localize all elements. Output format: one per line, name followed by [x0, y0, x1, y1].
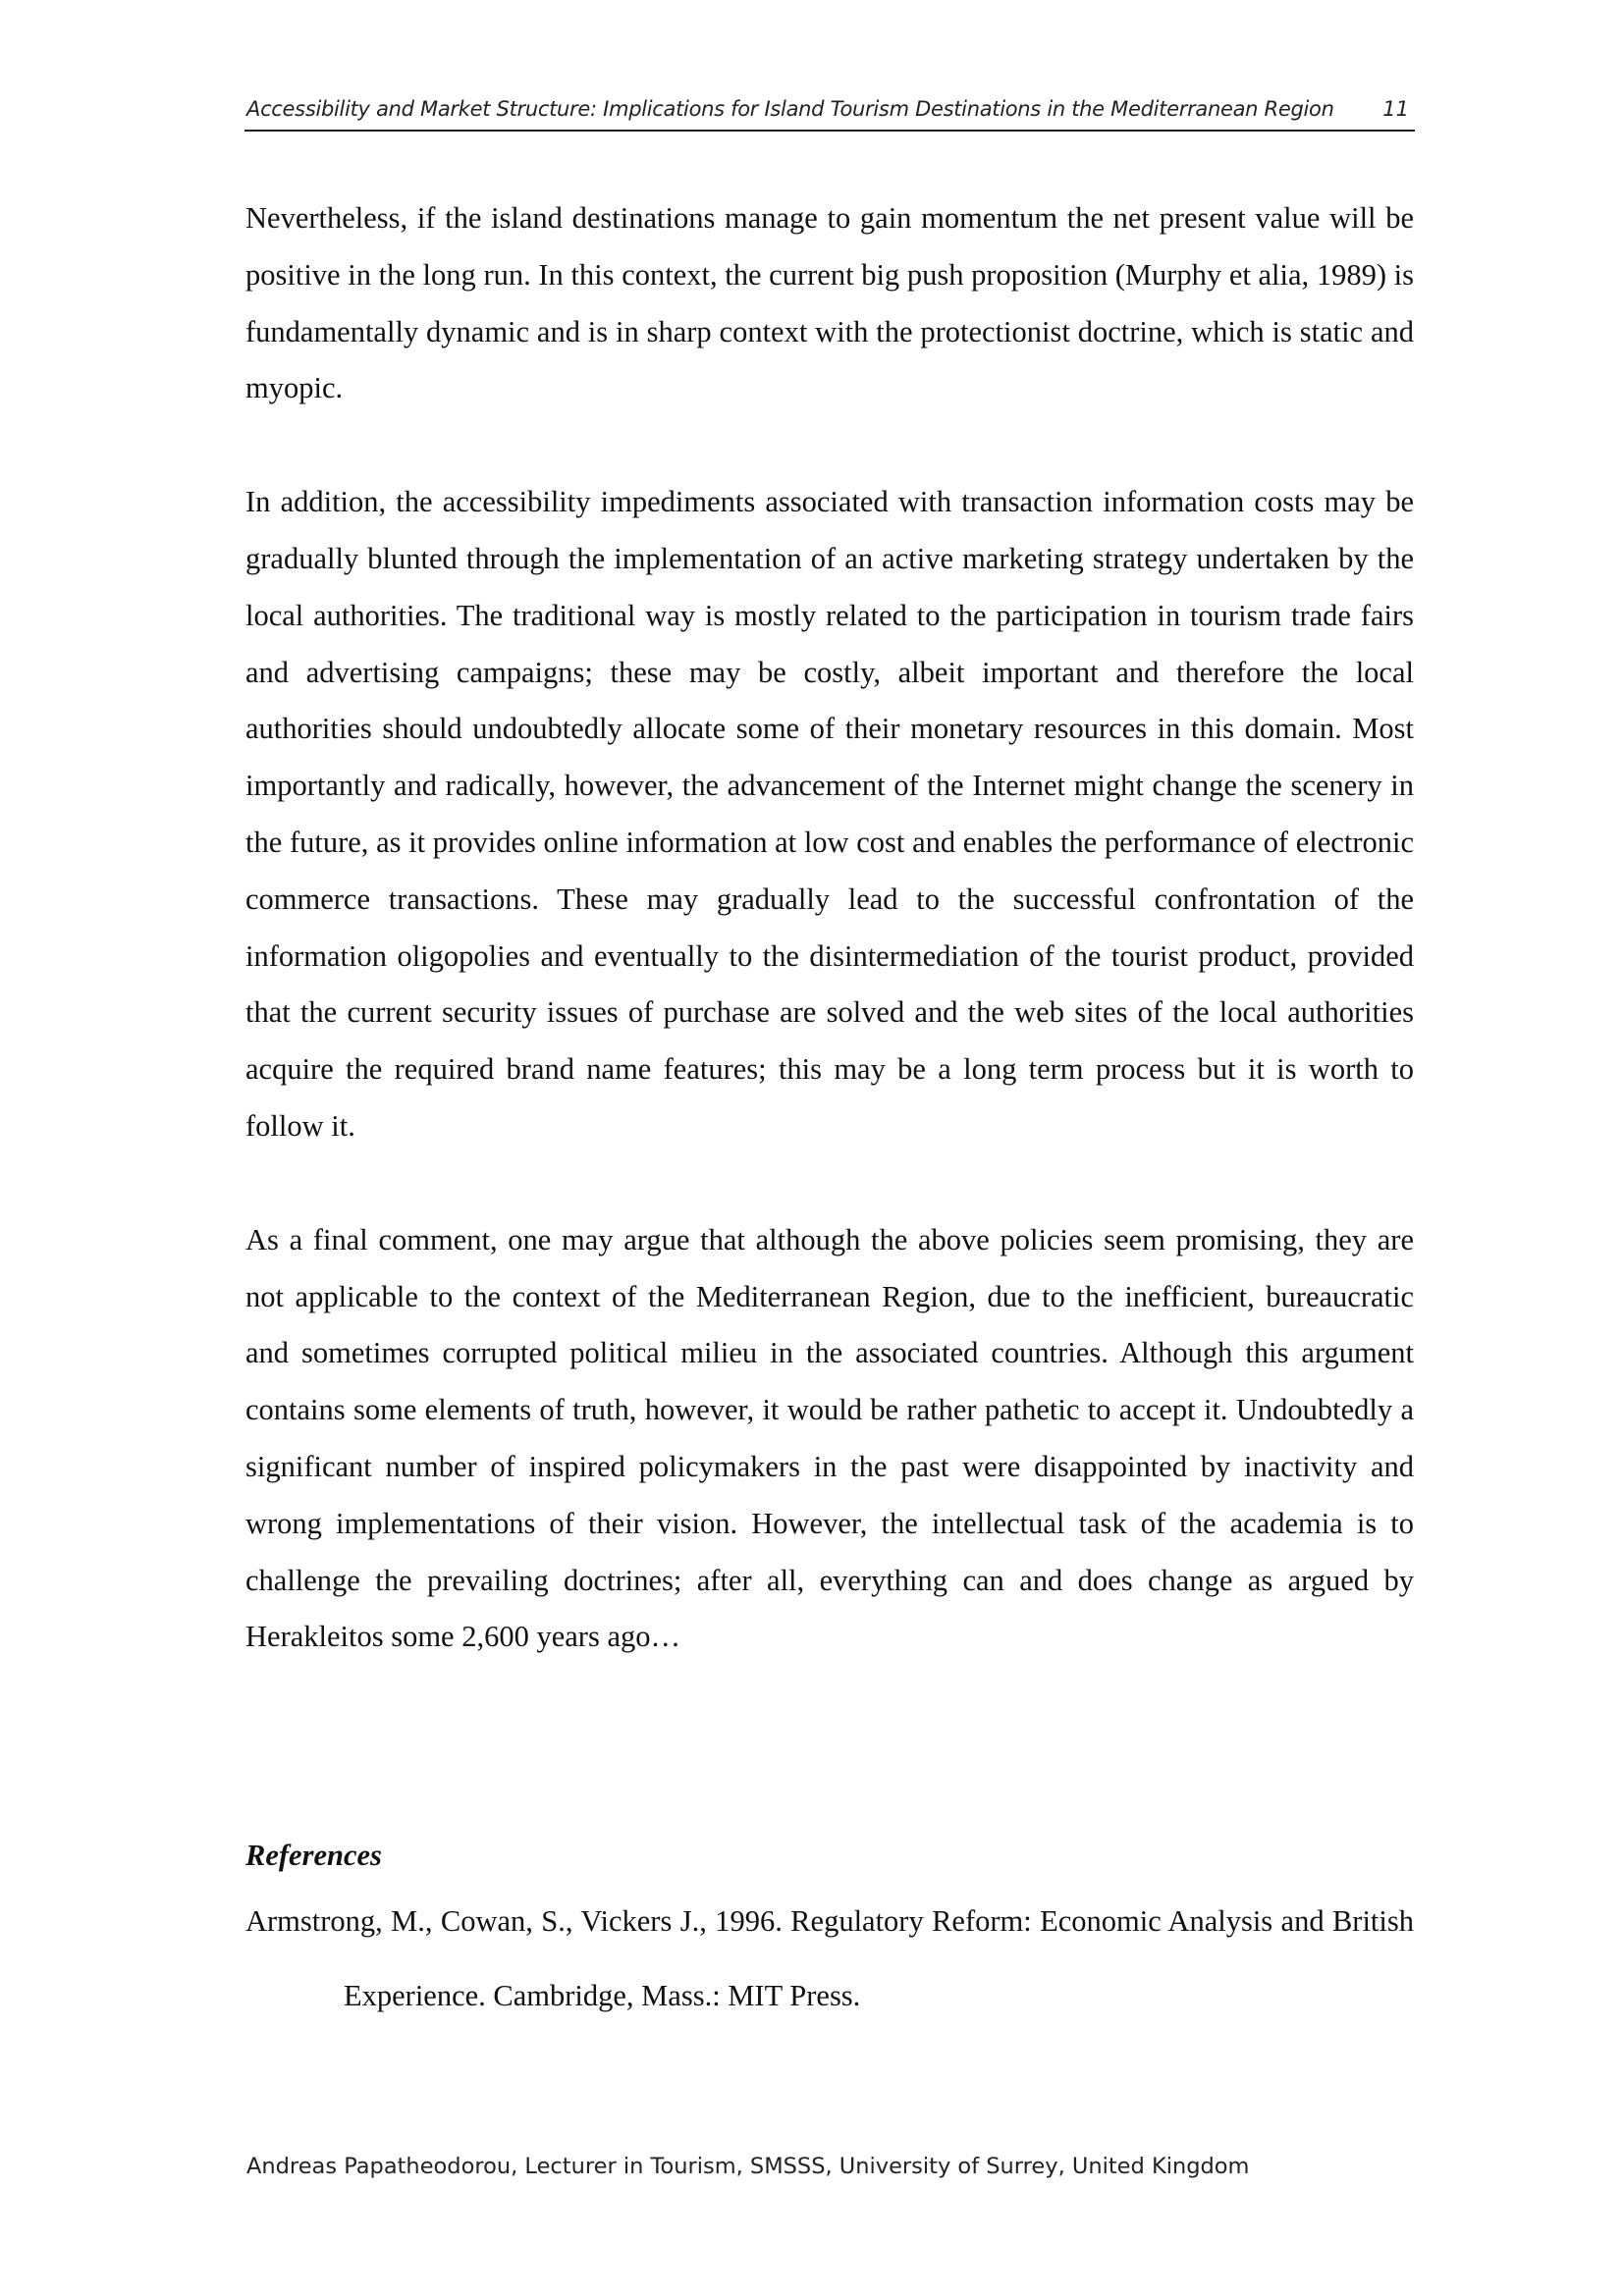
- running-header: [244, 94, 1415, 132]
- references-section: [245, 1828, 1414, 2033]
- page-number: 11: [1382, 97, 1409, 121]
- reference-entry: Armstrong, M., Cowan, S., Vickers J., 1996. Regulatory Reform: Economic Analysis and British Experience. Cambridge, Mass.: MIT Press.: [245, 1904, 1414, 2012]
- page-footer: Andreas Papatheodorou, Lecturer in Tourism, SMSSS, University of Surrey, United Kingdom: [246, 2154, 1250, 2179]
- running-header-title: Accessibility and Market Structure: Implications for Island Tourism Destinations in the Mediterranean Region: [246, 97, 1334, 121]
- paragraph: As a final comment, one may argue that although the above policies seem promising, they are not applicable to the context of the Mediterranean Region, due to the inefficient, bureaucratic and sometimes corrupted political milieu in the associated countries. Although this argument contains some elements of truth, however, it would be rather pathetic to accept it. Undoubtedly a significant number of inspired policymakers in the past were disappointed by inactivity and wrong implementations of their vision. However, the intellectual task of the academia is to challenge the prevailing doctrines; after all, everything can and does change as argued by Herakleitos some 2,600 years ago…: [245, 1222, 1414, 1654]
- paragraph: In addition, the accessibility impediments associated with transaction information costs may be gradually blunted through the implementation of an active marketing strategy undertaken by the local authorities. The traditional way is mostly related to the participation in tourism trade fairs and advertising campaigns; these may be costly, albeit important and therefore the local authorities should undoubtedly allocate some of their monetary resources in this domain. Most importantly and radically, however, the advancement of the Internet might change the scenery in the future, as it provides online information at low cost and enables the performance of electronic commerce transactions. These may gradually lead to the successful confrontation of the information oligopolies and eventually to the disintermediation of the tourist product, provided that the current security issues of purchase are solved and the web sites of the local authorities acquire the required brand name features; this may be a long term process but it is worth to follow it.: [245, 485, 1414, 1143]
- body-text: [245, 190, 1414, 1723]
- references-heading: References: [245, 1839, 382, 1872]
- paragraph: Nevertheless, if the island destinations manage to gain momentum the net present value will be positive in the long run. In this context, the current big push proposition (Murphy et alia, 1989) is fundamentally dynamic and is in sharp context with the protectionist doctrine, which is static and myopic.: [245, 201, 1414, 405]
